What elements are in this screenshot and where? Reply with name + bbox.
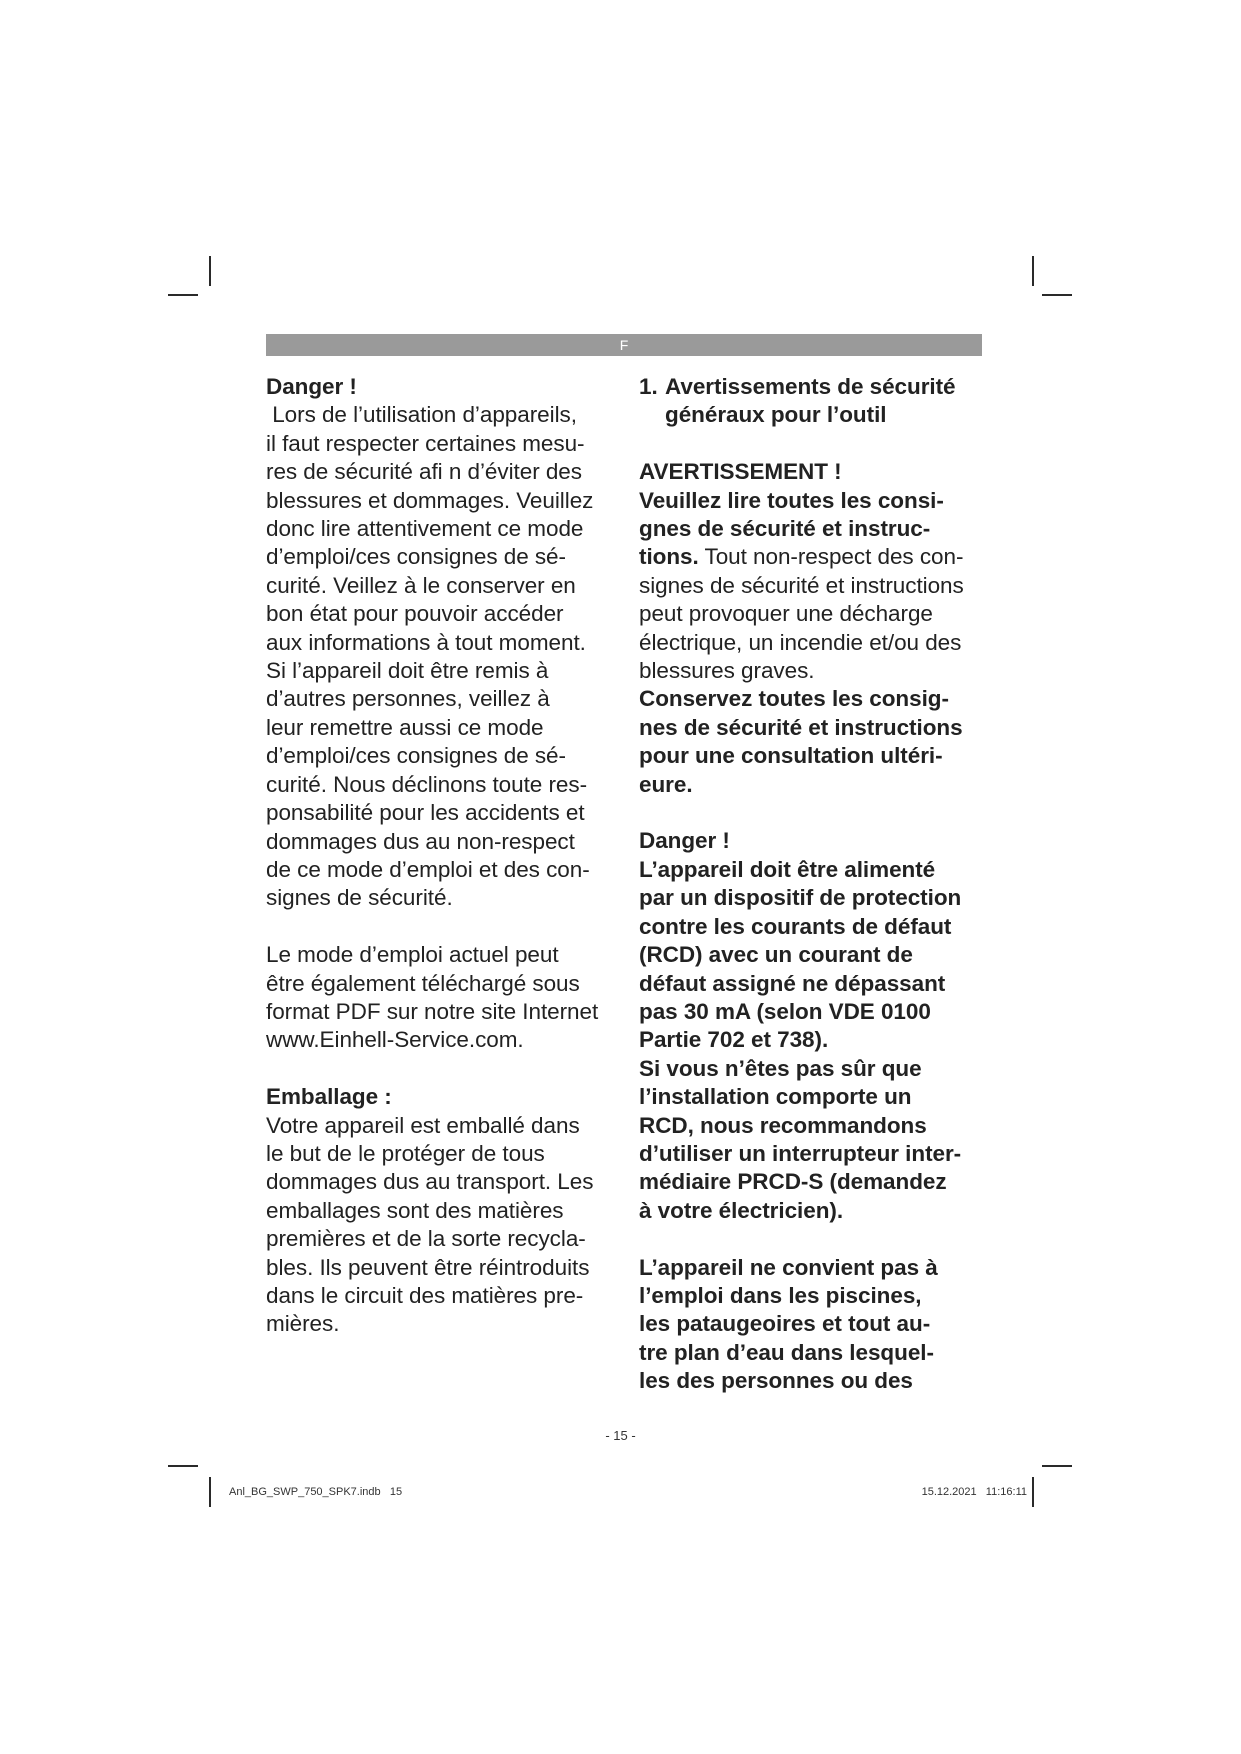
pool-text-line: les pataugeoires et tout au- — [639, 1311, 931, 1337]
danger-text-line: aux informations à tout moment. — [266, 629, 586, 655]
paragraph-spacer — [639, 430, 989, 458]
crop-mark-top-left-horizontal — [168, 294, 198, 296]
packaging-text-line: premières et de la sorte recycla- — [266, 1226, 586, 1252]
warning-text-line: blessures graves. — [639, 658, 815, 684]
danger-text-line: d’emploi/ces consignes de sé- — [266, 743, 566, 769]
keep-instructions-line: pour une consultation ultéri- — [639, 743, 943, 769]
paragraph-spacer — [266, 1055, 628, 1083]
rcd-text-line: Si vous n’êtes pas sûr que — [639, 1055, 922, 1081]
warning-text-line: signes de sécurité et instructions — [639, 572, 964, 598]
danger-text-line: leur remettre aussi ce mode — [266, 714, 544, 740]
warning-normal-fragment: Tout non-respect des con- — [698, 544, 964, 570]
rcd-text-line: pas 30 mA (selon VDE 0100 — [639, 998, 931, 1024]
section-title-line: Avertissements de sécurité — [665, 374, 956, 399]
packaging-text-line: le but de le protéger de tous — [266, 1140, 545, 1166]
pdf-text-line: Le mode d’emploi actuel peut — [266, 942, 559, 968]
keep-instructions-line: Conservez toutes les consig- — [639, 686, 949, 712]
keep-instructions-line: eure. — [639, 771, 693, 797]
right-column — [639, 373, 989, 1396]
crop-mark-bottom-right-horizontal — [1042, 1465, 1072, 1467]
page-number: - 15 - — [605, 1428, 636, 1443]
danger-text-line: curité. Nous déclinons toute res- — [266, 771, 588, 797]
pdf-text-line: www.Einhell-Service.com. — [266, 1027, 524, 1053]
language-header-bar — [266, 334, 982, 356]
rcd-text-line: médiaire PRCD-S (demandez — [639, 1169, 947, 1195]
packaging-text-line: emballages sont des matières — [266, 1197, 564, 1223]
warning-heading: AVERTISSEMENT ! — [639, 459, 842, 485]
danger-text-line: signes de sécurité. — [266, 885, 453, 911]
warning-text-line: électrique, un incendie et/ou des — [639, 629, 962, 655]
warning-mixed-line — [639, 543, 989, 571]
crop-mark-top-right-vertical — [1032, 256, 1034, 286]
paragraph-spacer — [639, 1225, 989, 1253]
danger-text-line: Si l’appareil doit être remis à — [266, 658, 549, 684]
left-column — [266, 373, 628, 1339]
pdf-text-line: format PDF sur notre site Internet — [266, 998, 599, 1024]
packaging-text-line: bles. Ils peuvent être réintroduits — [266, 1254, 590, 1280]
danger-text-line: bon état pour pouvoir accéder — [266, 601, 564, 627]
danger-heading: Danger ! — [266, 374, 357, 399]
section-number: 1. — [639, 374, 658, 399]
danger-text-line: il faut respecter certaines mesu- — [266, 430, 585, 456]
packaging-heading: Emballage : — [266, 1084, 392, 1110]
pool-text-line: l’emploi dans les piscines, — [639, 1282, 922, 1308]
pool-text-line: les des personnes ou des — [639, 1368, 913, 1394]
crop-mark-bottom-left-vertical — [209, 1477, 211, 1507]
footer-file-name: Anl_BG_SWP_750_SPK7.indb 15 — [229, 1486, 403, 1498]
warning-bold-line: Veuillez lire toutes les consi- — [639, 487, 944, 513]
danger-heading-right: Danger ! — [639, 828, 730, 854]
paragraph-spacer — [266, 913, 628, 941]
danger-text-line: ponsabilité pour les accidents et — [266, 800, 585, 826]
danger-text-line: curité. Veillez à le conserver en — [266, 572, 576, 598]
danger-text-line: dommages dus au non-respect — [266, 828, 575, 854]
crop-mark-bottom-left-horizontal — [168, 1465, 198, 1467]
packaging-text-line: mières. — [266, 1311, 340, 1337]
danger-text-line: donc lire attentivement ce mode — [266, 516, 584, 542]
rcd-text-line: défaut assigné ne dépassant — [639, 970, 946, 996]
pdf-text-line: être également téléchargé sous — [266, 970, 580, 996]
rcd-text-line: à votre électricien). — [639, 1197, 844, 1223]
rcd-text-line: d’utiliser un interrupteur inter- — [639, 1140, 962, 1166]
danger-text-line: d’emploi/ces consignes de sé- — [266, 544, 566, 570]
danger-text-line: Lors de l’utilisation d’appareils, — [266, 402, 577, 428]
keep-instructions-line: nes de sécurité et instructions — [639, 714, 963, 740]
pool-text-line: tre plan d’eau dans lesquel- — [639, 1339, 934, 1365]
rcd-text-line: L’appareil doit être alimenté — [639, 856, 936, 882]
rcd-text-line: par un dispositif de protection — [639, 885, 962, 911]
section-heading — [639, 373, 989, 401]
language-code: F — [619, 337, 629, 353]
packaging-text-line: dommages dus au transport. Les — [266, 1169, 594, 1195]
danger-text-line: res de sécurité afi n d’éviter des — [266, 459, 582, 485]
crop-mark-bottom-right-vertical — [1032, 1477, 1034, 1507]
rcd-text-line: l’installation comporte un — [639, 1084, 912, 1110]
danger-text-line: d’autres personnes, veillez à — [266, 686, 550, 712]
packaging-text-line: dans le circuit des matières pre- — [266, 1282, 584, 1308]
warning-bold-fragment: tions. — [639, 544, 699, 570]
rcd-text-line: Partie 702 et 738). — [639, 1027, 829, 1053]
pool-text-line: L’appareil ne convient pas à — [639, 1254, 938, 1280]
rcd-text-line: contre les courants de défaut — [639, 913, 952, 939]
footer-timestamp: 15.12.2021 11:16:11 — [921, 1486, 1027, 1498]
rcd-text-line: RCD, nous recommandons — [639, 1112, 927, 1138]
danger-text-line: de ce mode d’emploi et des con- — [266, 856, 590, 882]
paragraph-spacer — [639, 799, 989, 827]
warning-bold-line: gnes de sécurité et instruc- — [639, 516, 931, 542]
rcd-text-line: (RCD) avec un courant de — [639, 942, 913, 968]
danger-text-line: blessures et dommages. Veuillez — [266, 487, 594, 513]
crop-mark-top-left-vertical — [209, 256, 211, 286]
section-title-line: généraux pour l’outil — [665, 402, 887, 428]
crop-mark-top-right-horizontal — [1042, 294, 1072, 296]
packaging-text-line: Votre appareil est emballé dans — [266, 1112, 580, 1138]
warning-text-line: peut provoquer une décharge — [639, 601, 933, 627]
